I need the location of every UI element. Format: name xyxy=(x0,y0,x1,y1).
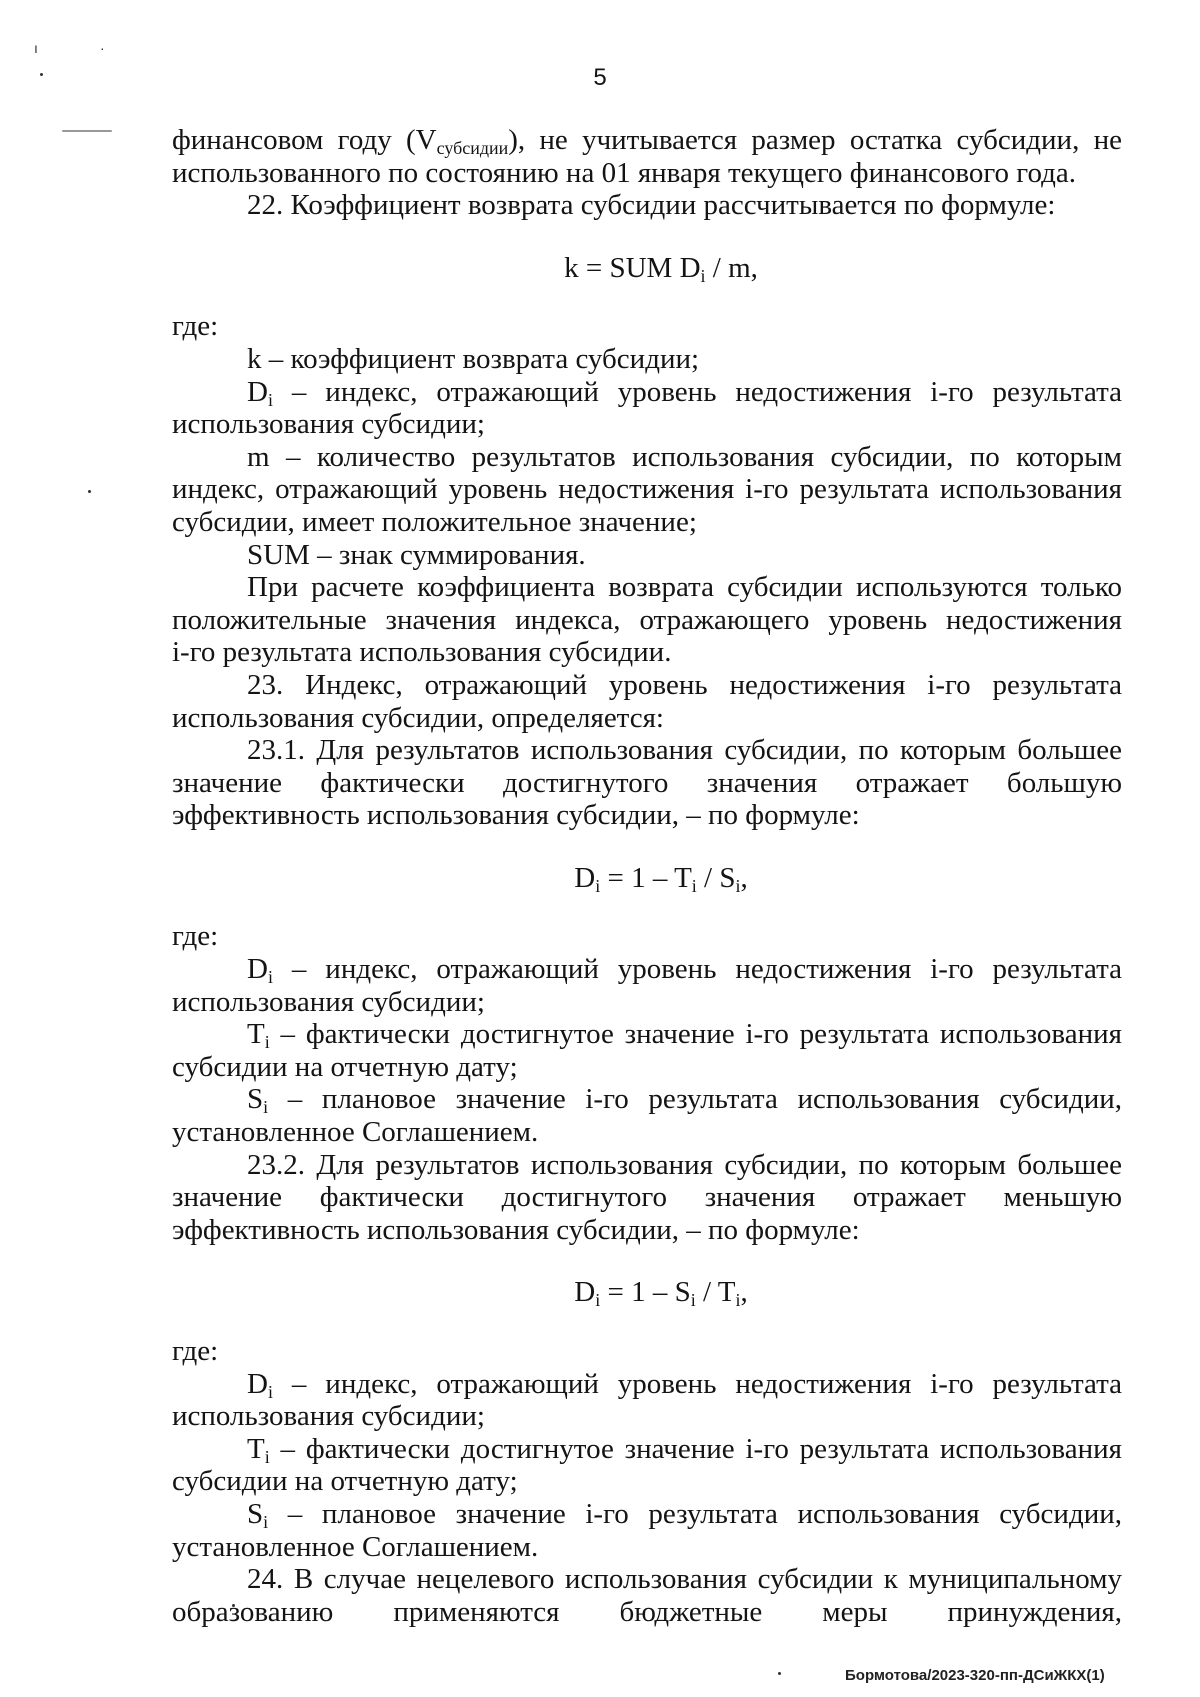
text-line: индекс, отражающий уровень недостижения i-го результата использования xyxy=(172,473,1122,506)
text-line: При расчете коэффициента возврата субсидии используются только xyxy=(247,571,1122,604)
text-line: i-го результата использования субсидии. xyxy=(172,636,672,669)
text-line: $S_i$ – плановое значение i-го результата использования субсидии, xyxy=(247,1083,1122,1118)
text-line: использования субсидии, определяется: xyxy=(172,701,664,734)
text-line: использования субсидии; xyxy=(172,408,485,441)
section-23-1-heading: 23.1. Для результатов использования субсидии, по которым большее xyxy=(247,734,1122,767)
section-24-heading: 24. В случае нецелевого использования субсидии к муниципальному xyxy=(247,1563,1122,1596)
formula-di-greater: $D_i = 1 - T_i / S_i$, xyxy=(574,861,748,896)
scan-artifact: · xyxy=(100,40,105,56)
text-line: $D_i$ – индекс, отражающий уровень недостижения i-го результата xyxy=(247,953,1122,988)
text-line: финансовом году $(V_{субсидии})$, не учитывается размер остатка субсидии, не xyxy=(172,124,1122,159)
text-line: образованию применяются бюджетные меры принуждения, xyxy=(172,1595,1122,1628)
section-23-2-heading: 23.2. Для результатов использования субсидии, по которым большее xyxy=(247,1148,1122,1181)
text-line: положительные значения индекса, отражающего уровень недостижения xyxy=(172,603,1122,636)
section-23-heading: 23. Индекс, отражающий уровень недостижения i-го результата xyxy=(247,668,1122,701)
text-line: субсидии, имеет положительное значение; xyxy=(172,505,697,538)
text-line: значение фактически достигнутого значения отражает меньшую xyxy=(172,1181,1122,1214)
page-number: 5 xyxy=(593,64,607,91)
text-line: k – коэффициент возврата субсидии; xyxy=(247,342,700,375)
text-line: значение фактически достигнутого значения отражает большую xyxy=(172,766,1122,799)
text-line: $D_i$ – индекс, отражающий уровень недостижения i-го результата xyxy=(247,1367,1122,1402)
text-line: установленное Соглашением. xyxy=(172,1116,539,1149)
where-label: где: xyxy=(172,1335,219,1367)
section-22-heading: 22. Коэффициент возврата субсидии рассчитывается по формуле: xyxy=(247,189,1056,222)
text-line: использованного по состоянию на 01 января текущего финансового года. xyxy=(172,156,1077,189)
scan-artifact: ı xyxy=(34,40,38,56)
text-line: $T_i$ – фактически достигнутое значение i-го результата использования xyxy=(247,1432,1122,1467)
text-line: использования субсидии; xyxy=(172,1400,485,1433)
scan-speck xyxy=(778,1672,781,1675)
scan-speck xyxy=(40,73,43,76)
document-body xyxy=(172,124,1122,1628)
text-line: SUM – знак суммирования. xyxy=(247,538,586,571)
formula-di-less: $D_i = 1 - S_i / T_i$, xyxy=(574,1276,748,1311)
text-line: использования субсидии; xyxy=(172,985,485,1018)
text-line: субсидии на отчетную дату; xyxy=(172,1050,518,1083)
scan-speck xyxy=(62,130,112,132)
scan-speck xyxy=(88,490,91,493)
document-code: Бормотова/2023-320-пп-ДСиЖКХ(1) xyxy=(845,1667,1105,1684)
formula-k: k = SUM $D_i$ / m, xyxy=(564,251,758,286)
text-line: m – количество результатов использования субсидии, по которым xyxy=(247,440,1122,473)
where-label: где: xyxy=(172,310,219,343)
text-line: эффективность использования субсидии, – по формуле: xyxy=(172,799,860,832)
text-line: эффективность использования субсидии, – по формуле: xyxy=(172,1213,860,1246)
text-line: $D_i$ – индекс, отражающий уровень недостижения i-го результата xyxy=(247,375,1122,410)
text-line: субсидии на отчетную дату; xyxy=(172,1465,518,1498)
text-line: $T_i$ – фактически достигнутое значение i-го результата использования xyxy=(247,1018,1122,1053)
where-label: где: xyxy=(172,920,219,953)
text-line: установленное Соглашением. xyxy=(172,1530,539,1563)
text-line: $S_i$ – плановое значение i-го результата использования субсидии, xyxy=(247,1497,1122,1532)
